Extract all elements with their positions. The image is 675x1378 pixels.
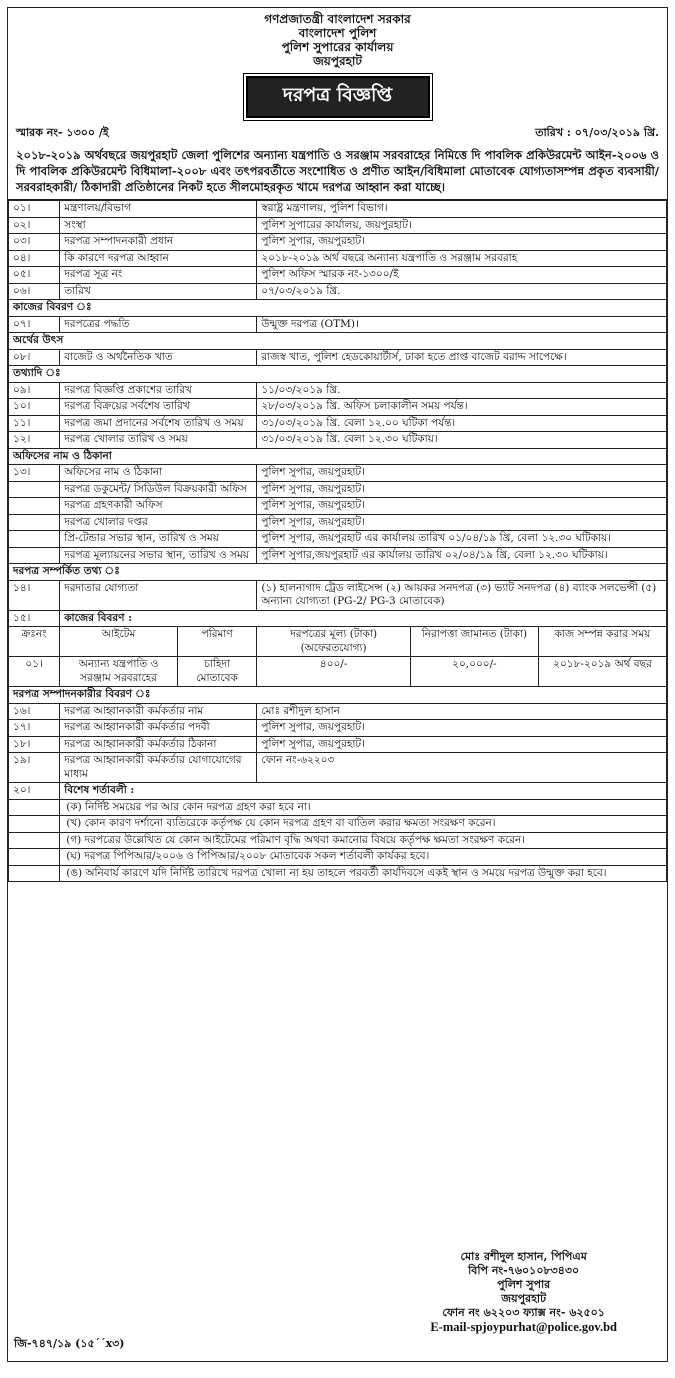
conditions-header-row [9, 783, 667, 800]
item-cell: চাহিদা মোতাবেক [177, 657, 256, 687]
letterhead [8, 8, 667, 68]
officer-row [9, 720, 667, 737]
row-label: দরপত্র বিজ্ঞপ্তি প্রকাশের তারিখ [60, 382, 257, 399]
condition-spacer [9, 865, 60, 882]
row-label: বাজেট ও অর্থনৈতিক খাত [60, 349, 257, 366]
row-number: ০৭। [9, 316, 60, 333]
section-info [9, 366, 667, 383]
row-label: দরদাতার যোগ্যতা [60, 580, 257, 610]
row-label: দরপত্র ডকুমেন্ট/ সিডিউল বিক্রয়কারী অফিস [60, 481, 257, 498]
section-fund [9, 333, 667, 350]
row-value: পুলিশ সুপার, জয়পুরহাট। [257, 234, 667, 251]
office-line: পুলিশ সুপারের কার্যালয় [281, 40, 394, 54]
item-cell: অন্যান্য যন্ত্রপাতি ও সরঞ্জাম সরবরাহের [60, 657, 178, 687]
signatory-phone: ফোন নং ৬২২০৩ ফ্যাক্স নং- ৬২৫০১ [442, 1306, 605, 1319]
row-value: ২০১৮-২০১৯ অর্থ বছরে অন্যান্য যন্ত্রপাতি ও সরঞ্জাম সরবরাহ [257, 250, 667, 267]
items-header-cell: পরিমাণ [177, 627, 256, 657]
row-number: ১১। [9, 415, 60, 432]
section-work-text: কাজের বিবরণ ঃ [9, 300, 667, 317]
row-number: ১০। [9, 399, 60, 416]
signatory-name: মোঃ রশীদুল হাসান, পিপিএম [460, 1250, 587, 1263]
row-value: রাজস্ব খাত, পুলিশ হেডকোয়ার্টার্স, ঢাকা হতে প্রাপ্ত বাজেট বরাদ্দ সাপেক্ষে। [257, 349, 667, 366]
row-value: পুলিশ সুপারের কার্যালয়, জয়পুরহাট। [257, 217, 667, 234]
items-header-cell: আইটেম [60, 627, 178, 657]
items-header-cell: কাজ সম্পন্ন করার সময় [538, 627, 666, 657]
condition-spacer [9, 832, 60, 849]
office-row [9, 514, 667, 531]
item-cell: ০১। [9, 657, 60, 687]
print-reference: জি-৭৪৭/১৯ (১৫´´x৩) [14, 1337, 125, 1350]
row-number: ১২। [9, 432, 60, 449]
row-label: অফিসের নাম ও ঠিকানা [60, 465, 257, 482]
row-label: কাজের বিবরণ : [60, 610, 667, 627]
row-number: ১৮। [9, 736, 60, 753]
row-number: ০৮। [9, 349, 60, 366]
row-value: স্বরাষ্ট্র মন্ত্রণালয়, পুলিশ বিভাগ। [257, 201, 667, 218]
intro-paragraph: ২০১৮-২০১৯ অর্থবছরে জয়পুরহাট জেলা পুলিশের অন্যান্য যন্ত্রপাতি ও সরঞ্জাম সরবরাহের নিমিত্তে দি পাবলিক প্রকিউরমেন্ট আইন-২০০৬ ও দি পাবলিক প্রকিউরমেন্ট বিধিমালা-২০০৮ এবং তৎপরবর্তীতে সংশোধিত ও প্রণীত আইন/বিধিমালা মোতাবেক যোগ্যতাসম্পন্ন প্রকৃত ব্যবসায়ী/ সরবরাহকারী/ ঠিকাদারী প্রতিষ্ঠানের নিকট হতে সীলমোহরকৃত খামে দরপত্র আহ্বান করা যাচ্ছে। [8, 145, 667, 200]
signatory-designation: পুলিশ সুপার [497, 1278, 551, 1291]
row-value: পুলিশ সুপার, জয়পুরহাট। [257, 498, 667, 515]
info-row [9, 250, 667, 267]
row-number: ১৩। [9, 465, 60, 482]
row-label: কি কারণে দরপত্র আহ্বান [60, 250, 257, 267]
section-fund-text: অর্থের উৎস [9, 333, 667, 350]
row-number [9, 498, 60, 515]
row-label: দরপত্র খোলার তারিখ ও সময় [60, 432, 257, 449]
row-value: পুলিশ সুপার, জয়পুরহাট এর কার্যালয় তারিখ ০১/০৪/১৯ খ্রি, বেলা ১২.৩০ ঘটিকায়। [257, 531, 667, 548]
row-value: পুলিশ সুপার, জয়পুরহাট। [257, 720, 667, 737]
info-row [9, 267, 667, 284]
row-value: উন্মুক্ত দরপত্র (OTM)। [257, 316, 667, 333]
row-number: ০৫। [9, 267, 60, 284]
row-number: ০৬। [9, 283, 60, 300]
row-label: দরপত্র আহ্বানকারী কর্মকর্তার নাম [60, 703, 257, 720]
row-label: দরপত্র আহ্বানকারী কর্মকর্তার যোগাযোগের মাধ্যম [60, 753, 257, 783]
notice-table [8, 200, 667, 882]
row-number: ০৩। [9, 234, 60, 251]
govt-line: গণপ্রজাতন্ত্রী বাংলাদেশ সরকার [264, 12, 411, 26]
row-label: দরপত্র বিক্রয়ের সর্বশেষ তারিখ [60, 399, 257, 416]
row-number: ১৬। [9, 703, 60, 720]
officer-row [9, 736, 667, 753]
condition-row [9, 799, 667, 816]
row-label: তারিখ [60, 283, 257, 300]
row-value: পুলিশ সুপার, জয়পুরহাট। [257, 514, 667, 531]
row-number [9, 514, 60, 531]
items-header-cell: নিরাপত্তা জামানত (টাকা) [410, 627, 538, 657]
signatory-email: E-mail-spjoypurhat@police.gov.bd [430, 1320, 617, 1334]
row-number: ০২। [9, 217, 60, 234]
row-label: প্রি-টেন্ডার সভার স্থান, তারিখ ও সময় [60, 531, 257, 548]
row-label: দরপত্রের পদ্ধতি [60, 316, 257, 333]
row-number [9, 481, 60, 498]
tender-notice [7, 7, 668, 1362]
row-label: দরপত্র সূত্র নং [60, 267, 257, 284]
row-label: দরপত্র গ্রহণকারী অফিস [60, 498, 257, 515]
row-label: দরপত্র আহ্বানকারী কর্মকর্তার পদবী [60, 720, 257, 737]
row-value: ৩১/০৩/২০১৯ খ্রি. বেলা ১২.০০ ঘটিকা পর্যন্ত। [257, 415, 667, 432]
row-value: মোঃ রশীদুল হাসান [257, 703, 667, 720]
items-header-row [9, 627, 667, 657]
condition-spacer [9, 849, 60, 866]
row-number: ০৪। [9, 250, 60, 267]
row-number: ২০। [9, 783, 60, 800]
office-row [9, 531, 667, 548]
office-row [9, 498, 667, 515]
item-row [9, 657, 667, 687]
condition-row [9, 865, 667, 882]
items-header-cell: ক্রঃনং [9, 627, 60, 657]
row-label: দরপত্র মূল্যায়নের সভার স্থান, তারিখ ও সময় [60, 547, 257, 564]
row-value: ২৮/০৩/২০১৯ খ্রি. অফিস চলাকালীন সময় পর্যন্ত। [257, 399, 667, 416]
row-number: ০৯। [9, 382, 60, 399]
row-value: পুলিশ সুপার, জয়পুরহাট। [257, 481, 667, 498]
row-value: পুলিশ সুপার, জয়পুরহাট। [257, 465, 667, 482]
condition-row [9, 832, 667, 849]
row-label: দরপত্র আহ্বানকারী কর্মকর্তার ঠিকানা [60, 736, 257, 753]
signatory-bp: বিপি নং-৭৬০১০৮৩৪৩০ [468, 1264, 580, 1277]
condition-text: (গ) দরপত্রের উল্লেখিত যে কোন আইটেমের পরিমাণ বৃদ্ধি অথবা কমানোর বিষয়ে কর্তৃপক্ষ ক্ষমতা সংরক্ষণ করেন। [60, 832, 667, 849]
section-office-text: অফিসের নাম ও ঠিকানা [9, 448, 667, 465]
info-row [9, 201, 667, 218]
row-number: ১৪। [9, 580, 60, 610]
memo-date: তারিখ : ০৭/০৩/২০১৯ খ্রি. [535, 126, 659, 139]
row-value: পুলিশ সুপার, জয়পুরহাট। [257, 736, 667, 753]
info-row [9, 283, 667, 300]
date-row [9, 432, 667, 449]
info-row [9, 217, 667, 234]
condition-spacer [9, 799, 60, 816]
row-number: ০১। [9, 201, 60, 218]
info-row [9, 234, 667, 251]
row-value: ফোন নং-৬২২০৩ [257, 753, 667, 783]
row-number [9, 531, 60, 548]
row-number [9, 547, 60, 564]
row-value: ৩১/০৩/২০১৯ খ্রি. বেলা ১২.৩০ ঘটিকায়। [257, 432, 667, 449]
budget-row [9, 349, 667, 366]
office-row [9, 465, 667, 482]
row-number: ১৯। [9, 753, 60, 783]
condition-text: (ক) নির্দিষ্ট সময়ের পর আর কোন দরপত্র গ্রহণ করা হবে না। [60, 799, 667, 816]
item-cell: ২০,০০০/- [410, 657, 538, 687]
row-label: সংস্থা [60, 217, 257, 234]
row-label: দরপত্র খোলার দপ্তর [60, 514, 257, 531]
items-header-cell: দরপত্রের মূল্য (টাকা) (অফেরতযোগ্য) [257, 627, 411, 657]
row-label: বিশেষ শর্তাবলী : [60, 783, 667, 800]
row-label: দরপত্র সম্পাদনকারী প্রধান [60, 234, 257, 251]
section-work [9, 300, 667, 317]
row-number: ১৭। [9, 720, 60, 737]
eligibility-row [9, 580, 667, 610]
row-number: ১৫। [9, 610, 60, 627]
officer-row [9, 753, 667, 783]
notice-title: দরপত্র বিজ্ঞপ্তি [246, 76, 430, 118]
section-tender [9, 564, 667, 581]
office-row [9, 481, 667, 498]
office-row [9, 547, 667, 564]
condition-spacer [9, 816, 60, 833]
method-row [9, 316, 667, 333]
row-value: ০৭/০৩/২০১৯ খ্রি. [257, 283, 667, 300]
row-label: মন্ত্রণালয়/বিভাগ [60, 201, 257, 218]
row-value: ১১/০৩/২০১৯ খ্রি. [257, 382, 667, 399]
section-officer [9, 687, 667, 704]
work-desc-row [9, 610, 667, 627]
section-officer-text: দরপত্র সম্পাদনকারীর বিবরণ ঃ [9, 687, 667, 704]
section-tender-text: দরপত্র সম্পর্কিত তথ্য ঃ [9, 564, 667, 581]
signatory-place: জয়পুরহাট [501, 1292, 547, 1305]
item-cell: ২০১৮-২০১৯ অর্থ বছর [538, 657, 666, 687]
section-office [9, 448, 667, 465]
condition-text: (খ) কোন কারণ দর্শানো ব্যতিরেকে কর্তৃপক্ষ যে কোন দরপত্র গ্রহণ বা বাতিল করার ক্ষমতা সংরক্ষণ করেন। [60, 816, 667, 833]
condition-text: (ঙ) অনিবার্য কারণে যদি নির্দিষ্ট তারিখে দরপত্র খোলা না হয় তাহলে পরবর্তী কার্যদিবসে একই স্থান ও সময়ে দরপত্র উন্মুক্ত করা হবে। [60, 865, 667, 882]
condition-text: (ঘ) দরপত্র পিপিআর/২০০৬ ও পিপিআর/২০০৮ মোতাবেক সকল শর্তাবলী কার্যকর হবে। [60, 849, 667, 866]
condition-row [9, 816, 667, 833]
row-value: পুলিশ সুপার,জয়পুরহাট এর কার্যালয় তারিখ ০২/০৪/১৯ খ্রি, বেলা ১২.৩০ ঘটিকায়। [257, 547, 667, 564]
section-info-text: তথ্যাদি ঃ [9, 366, 667, 383]
item-cell: ৪০০/- [257, 657, 411, 687]
signature-block [430, 1250, 617, 1334]
police-line: বাংলাদেশ পুলিশ [298, 26, 377, 40]
date-row [9, 382, 667, 399]
district-line: জয়পুরহাট [313, 54, 362, 68]
date-row [9, 415, 667, 432]
row-value: (১) হালনাগাদ ট্রেড লাইসেন্স (২) আয়কর সনদপত্র (৩) ভ্যাট সনদপত্র (৪) ব্যাংক সলভেন্সী (৫) অন্যান্য যোগ্যতা (PG-2/ PG-3 মোতাবেক) [257, 580, 667, 610]
memo-number: স্মারক নং- ১৩০০ /ই [16, 126, 109, 139]
row-value: পুলিশ অফিস স্মারক নং-১৩০০/ই [257, 267, 667, 284]
row-label: দরপত্র জমা প্রদানের সর্বশেষ তারিখ ও সময় [60, 415, 257, 432]
condition-row [9, 849, 667, 866]
officer-row [9, 703, 667, 720]
date-row [9, 399, 667, 416]
